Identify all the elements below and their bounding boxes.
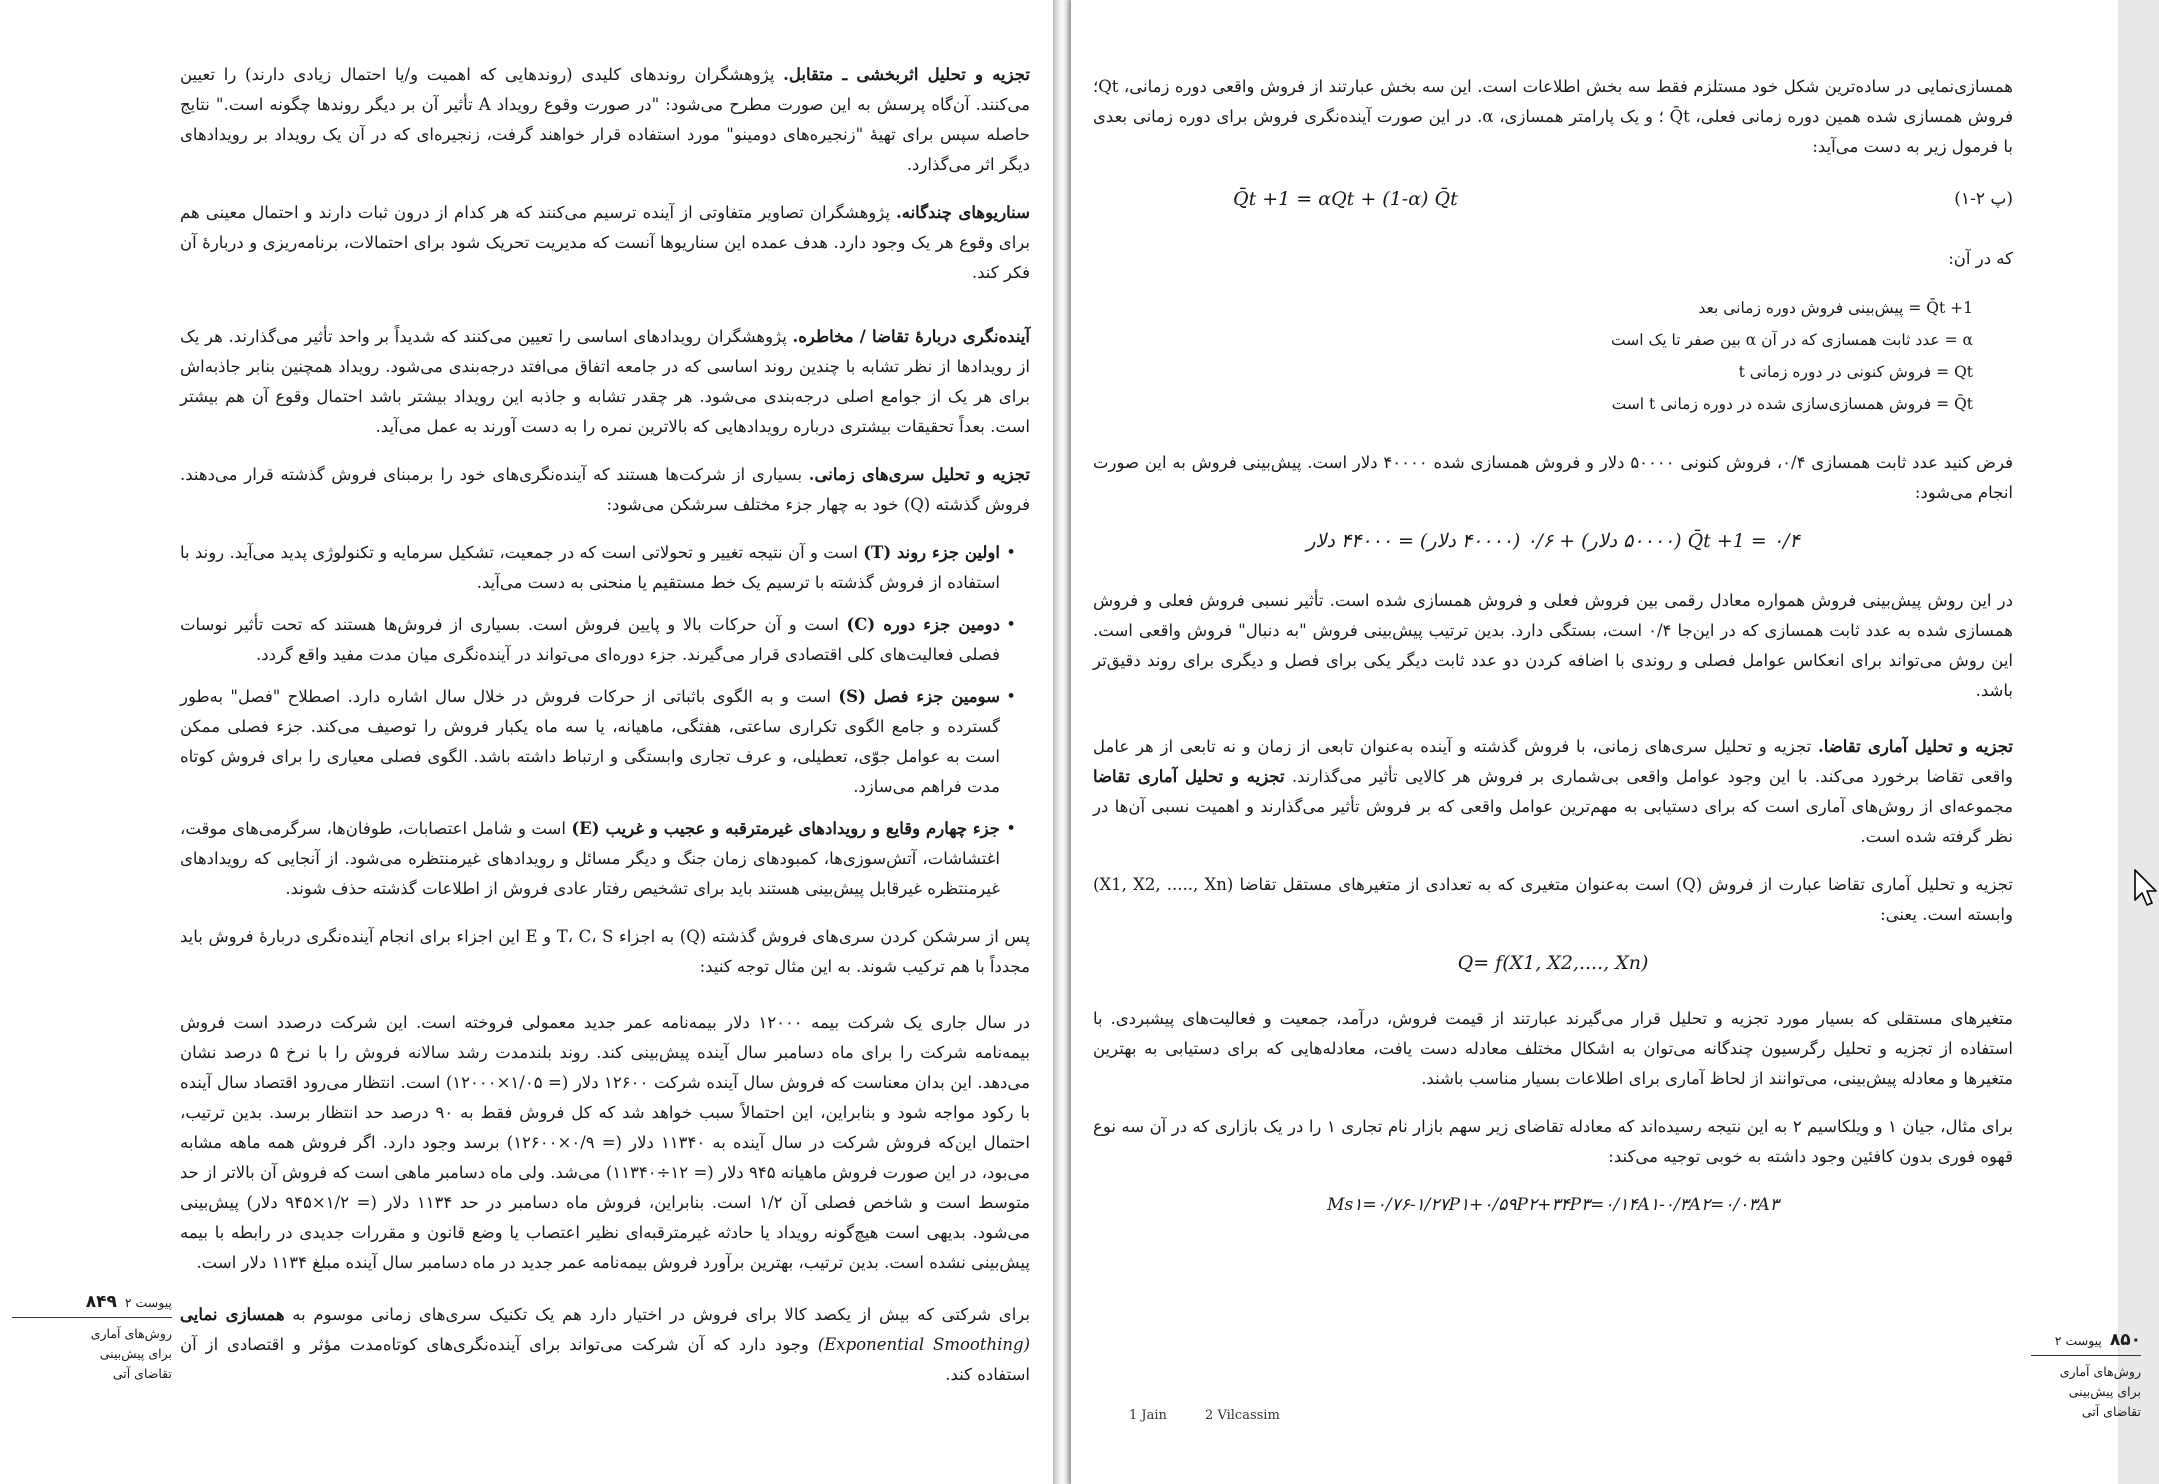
definitions-list — [1093, 292, 2013, 420]
sidebar-line: برای پیش‌بینی — [99, 1346, 172, 1361]
equation-p2-1 — [1093, 184, 2013, 214]
page-number-line — [12, 1292, 172, 1313]
paragraph-demand-hazard: آینده‌نگری دربارهٔ تقاضا / مخاطره. پژوهشگران رویدادهای اساسی را تعیین می‌کنند که شدیداً بر واحد تأثیر می‌گذارند. هر یک از رویدادها از نظر تشابه با چندین روند اساسی که در جامعه اتفاق می‌افتد درجه‌بندی می‌شود. رویداد همچنین بنابر جاذبه‌اش برای هر یک از جوامع اصلی درجه‌بندی می‌شود. هر چقدر تشابه و جاذبه این رویداد بیشتر باشد احتمال وقوع آن هم بیشتر است. بعداً تحقیقات بیشتری درباره رویدادهایی که بالاترین نمره را به دست آورند به عمل می‌آید. — [180, 327, 1030, 436]
footnotes — [1129, 1408, 1314, 1423]
book-spine — [1053, 0, 1071, 1484]
paragraph-insurance-example: در سال جاری یک شرکت بیمه ۱۲۰۰۰ دلار بیمه‌نامه عمر جدید معمولی فروخته است. این شرکت درصدد است فروش بیمه‌نامه شرکت را برای ماه دسامبر سال آینده پیش‌بینی کند. روند بلندمدت رشد سالانه فروش را با نرخ ۵ درصد نشان می‌دهد. این بدان معناست که فروش سال آینده شرکت ۱۲۶۰۰ دلار (= ۱/۰۵×۱۲۰۰۰) است. انتظار می‌رود اقتصاد سال آینده با رکود مواجه شود و بنابراین، این احتمالاً سبب خواهد شد که کل فروش فقط به ۹۰ درصد حد انتظار برسد. بدین ترتیب، احتمال این‌که فروش شرکت در سال آینده به ۱۱۳۴۰ دلار (= ۰/۹×۱۲۶۰۰) برسد وجود دارد. اگر فروش همه ماهه مشابه می‌بود، در این صورت فروش ماهیانه ۹۴۵ دلار (= ۱۲÷۱۱۳۴۰) می‌شد. ولی ماه دسامبر ماهی است که فروش آن بالاتر از حد متوسط است و شاخص فصلی آن ۱/۲ است. بنابراین، فروش ماه دسامبر در حد ۱۱۳۴ دلار (= ۱/۲×۹۴۵ دلار) پیش‌بینی می‌شود. بدیهی است هیچ‌گونه رویداد یا حادثه غیرمترقبه‌ای نظیر اعتصاب یا وضع قانون و مقررات جدیدی در رابطه با بیمه پیش‌بینی نشده است. بدین ترتیب، بهترین برآورد فروش بیمه‌نامه عمر جدید در ماه دسامبر سال آینده مبلغ ۱۱۳۴ دلار است. — [180, 1013, 1031, 1272]
paragraph-forecast-follows: در این روش پیش‌بینی فروش همواره معادل رقمی بین فروش فعلی و فروش همسازی شده است. تأثیر نسبی فروش فعلی و فروش همسازی شده به عدد ثابت همسازی که در این‌جا ۰/۴ است، بستگی دارد. بدین ترتیب پیش‌بینی فروش "به دنبال" فروش واقعی است. این روش می‌تواند برای انعکاس عوامل فصلی و روندی با اضافه کردن دو عدد ثابت دیگر یکی برای فصل و دیگری برای روند دقیق‌تر باشد. — [1093, 591, 2013, 700]
paragraph-time-series: تجزیه و تحلیل سری‌های زمانی. بسیاری از شرکت‌ها هستند که آینده‌نگری‌های خود را برمبنای فروش گذشته قرار می‌دهند. فروش گذشته (Q) خود به چهار جزء مختلف سرشکن می‌شود: — [180, 465, 1030, 514]
list-item: • دومین جزء دوره (C) است و آن حرکات بالا و پایین فروش است. بسیاری از فروش‌ها هستند که تحت تأثیر نوسات فصلی فعالیت‌های کلی اقتصادی قرار می‌گیرند. جزء دوره‌ای می‌تواند در آینده‌نگری میان مدت مفید واقع گردد. — [180, 610, 1016, 670]
equation-market-share: Ms۱=۰/۷۶-۱/۲۷P۱+۰/۵۹P۲+۳۴P۳=۰/۱۴A۱-۰/۳A۲=۰/۰۳A۳ — [1327, 1195, 1779, 1215]
right-page-text-column — [1093, 72, 2013, 1246]
heading-demand-hazard: آینده‌نگری دربارهٔ تقاضا / مخاطره. — [792, 327, 1030, 346]
page-number: ۸۵۰ — [2109, 1330, 2141, 1350]
page-number-line — [2031, 1330, 2141, 1351]
sidebar-line: تقاضای آتی — [112, 1366, 172, 1381]
equation-formula: Q̄t +1 = αQt + (1-α) Q̄t — [1233, 188, 1458, 210]
paragraph-cross-impact: تجزیه و تحلیل اثربخشی ـ متقابل. پژوهشگران روندهای کلیدی (روندهایی که اهمیت و/یا احتمال زیادی دارند) را تعیین می‌کنند. آن‌گاه پرسش به این صورت مطرح می‌شود: "در صورت وقوع رویداد A تأثیر آن بر دیگر روندها چگونه است." نتایج حاصله سپس برای تهیهٔ "زنجیره‌های دومینو" مورد استفاده قرار خواهند گرفت، زنجیره‌ای که در آن یک رویداد بر رویدادهای دیگر اثر می‌گذارد. — [180, 65, 1030, 174]
right-page-sidebar — [2031, 1330, 2141, 1422]
paragraph-dependent-variable: تجزیه و تحلیل آماری تقاضا عبارت از فروش (Q) است به‌عنوان متغیری که به تعدادی از متغیرهای مستقل تقاضا (X1, X2, ....., Xn) وابسته است. یعنی: — [1093, 875, 2013, 924]
bullet-icon: • — [1006, 687, 1016, 706]
where-label: که در آن: — [1948, 249, 2013, 268]
footnote: 2 Vilcassim — [1205, 1408, 1280, 1423]
paragraph-smoothing-example: فرض کنید عدد ثابت همسازی ۰/۴، فروش کنونی ۵۰۰۰۰ دلار و فروش همسازی شده ۴۰۰۰۰ دلار است. پیش‌بینی فروش به این صورت انجام می‌شود: — [1093, 453, 2013, 502]
sidebar-line: روش‌های آماری — [2059, 1364, 2141, 1379]
sidebar-line: برای پیش‌بینی — [2068, 1384, 2141, 1399]
page-number: ۸۴۹ — [85, 1292, 117, 1312]
right-page — [1071, 0, 2141, 1484]
bullet-icon: • — [1006, 615, 1016, 634]
left-page — [0, 0, 1053, 1484]
heading-multiple-scenarios: سناریوهای چندگانه. — [895, 203, 1030, 222]
list-item: • جزء چهارم وقایع و رویدادهای غیرمترقبه و عجیب و غریب (E) است و شامل اعتصابات، طوفان‌ها، سرگرمی‌های موقت، اغتشاشات، آتش‌سوزی‌ها، کمبودهای زمان جنگ و دیگر مسائل و رویدادهای غیرمنتظره می‌شود. از آنجایی که رویدادهای غیرمنتظره غیرقابل پیش‌بینی هستند باید برای تشخیص رفتار عادی فروش از اطلاعات گذشته حذف شوند. — [180, 814, 1016, 904]
mouse-pointer-icon — [2133, 868, 2159, 908]
paragraph-recombine: پس از سرشکن کردن سری‌های فروش گذشته (Q) به اجزاء T، C، S و E این اجزاء برای انجام آینده‌نگری دربارهٔ فروش باید مجدداً با هم ترکیب شوند. به این مثال توجه کنید: — [180, 927, 1031, 976]
bullet-icon: • — [1006, 543, 1016, 562]
equation-example: Q̄t +1 = ۰/۴ (۵۰۰۰۰ دلار) + ۰/۶ (۴۰۰۰۰ دلار) = ۴۴۰۰۰ دلار — [1306, 530, 1800, 552]
definition-item: Qt = فروش کنونی در دوره زمانی t — [1738, 363, 1973, 381]
heading-cross-impact: تجزیه و تحلیل اثربخشی ـ متقابل. — [783, 65, 1030, 84]
sidebar-line: تقاضای آتی — [2081, 1404, 2141, 1419]
list-item: • اولین جزء روند (T) است و آن نتیجه تغییر و تحولاتی است که در جمعیت، تشکیل سرمایه و تکنولوژی پدید می‌آید. روند با استفاده از فروش گذشته با ترسیم یک خط مستقیم یا منحنی به دست می‌آید. — [180, 538, 1016, 598]
components-list — [180, 538, 1030, 904]
paragraph-smoothing-intro: همسازی‌نمایی در ساده‌ترین شکل خود مستلزم فقط سه بخش اطلاعات است. این سه بخش عبارتند از فروش واقعی دوره زمانی، Qt؛ فروش همسازی شده همین دوره زمانی فعلی، Q̄t ؛ و یک پارامتر همسازی، α. در این صورت آینده‌نگری فروش برای دوره زمانی بعدی با فرمول زیر به دست می‌آید: — [1093, 77, 2013, 156]
definition-item: α = عدد ثابت همسازی که در آن α بین صفر تا یک است — [1611, 331, 1973, 349]
footnote: 1 Jain — [1129, 1408, 1167, 1423]
left-page-text-column — [180, 60, 1030, 1408]
equation-number: (پ ۲-۱) — [1954, 189, 2013, 209]
section-label: پیوست ۲ — [124, 1295, 172, 1310]
sidebar-rule — [2031, 1355, 2141, 1356]
sidebar-rule — [12, 1317, 172, 1318]
definition-item: Q̄t +1 = پیش‌بینی فروش دوره زمانی بعد — [1698, 299, 1973, 317]
bullet-icon: • — [1006, 819, 1016, 838]
heading-time-series: تجزیه و تحلیل سری‌های زمانی. — [808, 465, 1030, 484]
paragraph-coffee-example: برای مثال، جیان ۱ و ویلکاسیم ۲ به این نتیجه رسیده‌اند که معادله تقاضای زیر سهم بازار نام تجاری ۱ را در یک بازاری که در آن سه نوع قهوه فوری بدون کافئین وجود داشته به خوبی توجیه می‌کند: — [1093, 1117, 2014, 1166]
left-page-sidebar — [12, 1292, 172, 1384]
paragraph-statistical-demand: تجزیه و تحلیل آماری تقاضا. تجزیه و تحلیل سری‌های زمانی، با فروش گذشته و آینده به‌عنوان تابعی از زمان و نه تابعی از هر عامل واقعی تقاضا برخورد می‌کند. با این وجود عوامل واقعی بی‌شماری بر فروش هر کالایی تأثیر می‌گذارند. تجزیه و تحلیل آماری تقاضا مجموعه‌ای از روش‌های آماری است که برای دستیابی به مهم‌ترین عوامل واقعی که بر فروش تأثیر می‌گذارند و اهمیت نسبی آن‌ها در نظر گرفته شده است. — [1093, 737, 2014, 846]
paragraph-multiple-scenarios: سناریوهای چندگانه. پژوهشگران تصاویر متفاوتی از آینده ترسیم می‌کنند که هر کدام از درون ثبات دارند و احتمال معینی هم برای وقوع هر یک وجود دارد. هدف عمده این سناریوها آنست که مدیریت تحریک شود برای احتمالات، برنامه‌ریزی و دربارهٔ آن فکر کند. — [180, 203, 1030, 282]
sidebar-line: روش‌های آماری — [90, 1326, 172, 1341]
paragraph-exponential-smoothing: برای شرکتی که بیش از یکصد کالا برای فروش در اختیار دارد هم یک تکنیک سری‌های زمانی موسوم به همسازی نمایی (Exponential Smoothing) وجود دارد که آن شرکت می‌تواند برای آینده‌نگری‌های کوتاه‌مدت مؤثر و اقتصادی از آن استفاده کند. — [180, 1305, 1031, 1384]
equation-function: Q= f(X1, X2,...., Xn) — [1457, 952, 1649, 974]
paragraph-independent-variables: متغیرهای مستقلی که بسیار مورد تجزیه و تحلیل قرار می‌گیرند عبارتند از قیمت فروش، درآمد، جمعیت و فعالیت‌های پیشبردی. با استفاده از تجزیه و تحلیل رگرسیون چندگانه می‌توان به اشکال مختلف معادله دست یافت، معادله‌هایی که برای دستیابی به بهترین متغیرها و معادله پیش‌بینی، می‌توانند از لحاظ آماری برای اطلاعات بسیار مناسب باشند. — [1093, 1009, 2013, 1088]
list-item: • سومین جزء فصل (S) است و به الگوی باثباتی از حرکات فروش در خلال سال اشاره دارد. اصطلاح "فصل" به‌طور گسترده و جامع الگوی تکراری ساعتی، هفتگی، ماهیانه، یا سه ماه یکبار فروش را توصیف می‌کند. جزء فصلی ممکن است به عوامل جوّی، تعطیلی، و عرف تجاری وابستگی و ارتباط داشته باشد. الگوی فصلی معیاری را برای فروش کوتاه مدت فراهم می‌سازد. — [180, 682, 1016, 802]
heading-statistical-demand: تجزیه و تحلیل آماری تقاضا. — [1818, 737, 2014, 756]
section-label: پیوست ۲ — [2054, 1333, 2102, 1348]
definition-item: Q̄t = فروش همسازی‌سازی شده در دوره زمانی t است — [1611, 395, 1973, 413]
